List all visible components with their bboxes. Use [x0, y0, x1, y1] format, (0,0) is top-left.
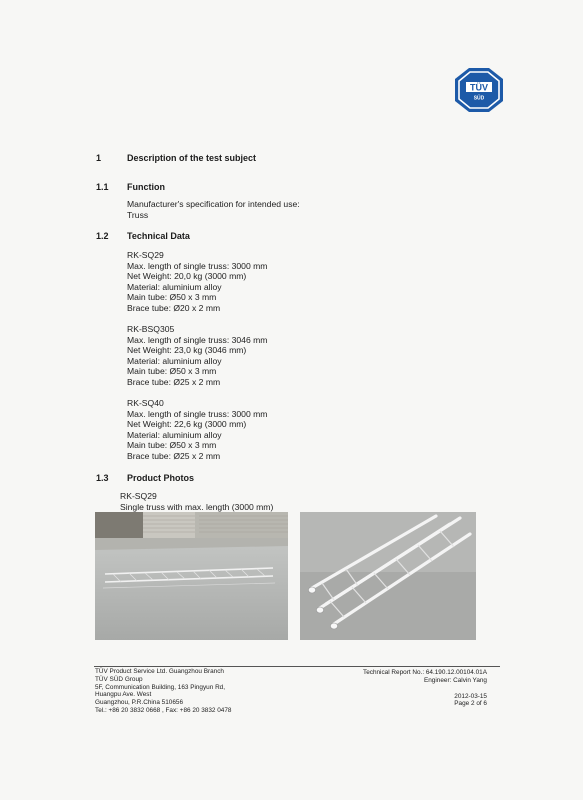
spec-model: RK-SQ40 — [127, 398, 164, 408]
tuv-sud-logo — [454, 67, 504, 113]
footer-line: TÜV SÜD Group — [95, 675, 143, 683]
function-line: Truss — [127, 209, 149, 220]
section-title: Product Photos — [127, 473, 194, 483]
spec-line: Max. length of single truss: 3046 mm — [127, 334, 268, 345]
spec-block-rk-bsq305 — [127, 324, 267, 388]
spec-line: Brace tube: Ø25 x 2 mm — [127, 376, 221, 387]
engineer-name: Engineer: Calvin Yang — [423, 676, 487, 684]
spec-line: Net Weight: 22,6 kg (3000 mm) — [127, 419, 247, 430]
footer-line: Huangpu Ave. West — [95, 691, 152, 699]
spec-block-rk-sq29 — [127, 250, 267, 314]
spec-line: Max. length of single truss: 3000 mm — [127, 260, 268, 271]
footer-report-info — [363, 669, 487, 708]
section-number: 1.3 — [96, 473, 109, 483]
footer-line: Guangzhou, P.R.China 510656 — [95, 699, 183, 707]
spec-line: Main tube: Ø50 x 3 mm — [127, 440, 217, 451]
footer-divider — [94, 666, 500, 667]
section-number: 1 — [96, 153, 102, 163]
spec-line: Brace tube: Ø25 x 2 mm — [127, 450, 221, 461]
spec-line: Main tube: Ø50 x 3 mm — [127, 292, 217, 303]
spec-line: Brace tube: Ø20 x 2 mm — [127, 302, 221, 313]
spec-model: RK-BSQ305 — [127, 324, 175, 334]
function-line: Manufacturer's specification for intended use: — [127, 199, 300, 209]
spec-block-rk-sq40 — [127, 398, 267, 462]
report-number: Technical Report No.: 64.190.12.00104.01A — [363, 669, 487, 676]
spec-line: Material: aluminium alloy — [127, 281, 222, 292]
function-text — [127, 199, 300, 220]
spec-line: Material: aluminium alloy — [127, 429, 222, 440]
spec-line: Material: aluminium alloy — [127, 355, 222, 366]
spec-line: Net Weight: 23,0 kg (3046 mm) — [127, 345, 247, 356]
svg-text:SÜD: SÜD — [473, 95, 485, 102]
section-title: Description of the test subject — [127, 153, 257, 163]
truss-closeup-photo — [300, 512, 476, 640]
section-number: 1.1 — [96, 182, 109, 192]
photo-caption — [120, 491, 273, 512]
footer-line: Tel.: +86 20 3832 0668 , Fax: +86 20 3832 0478 — [95, 706, 232, 714]
spec-line: Max. length of single truss: 3000 mm — [127, 408, 268, 419]
footer-line: 5F, Communication Building, 163 Pingyun Rd, — [95, 683, 226, 691]
footer-line: TÜV Product Service Ltd. Guangzhou Branch — [95, 668, 224, 675]
truss-floor-photo — [95, 512, 288, 640]
section-number: 1.2 — [96, 231, 109, 241]
report-date: 2012-03-15 — [454, 692, 487, 700]
page-number: Page 2 of 6 — [454, 700, 487, 708]
spec-line: Net Weight: 20,0 kg (3000 mm) — [127, 271, 247, 282]
footer-address — [95, 668, 231, 715]
section-title: Technical Data — [127, 231, 190, 241]
svg-text:TÜV: TÜV — [470, 82, 488, 93]
spec-model: RK-SQ29 — [127, 250, 164, 260]
photo-model: RK-SQ29 — [120, 491, 157, 501]
spec-line: Main tube: Ø50 x 3 mm — [127, 366, 217, 377]
section-title: Function — [127, 182, 165, 192]
photo-caption-text: Single truss with max. length (3000 mm) — [120, 501, 274, 512]
